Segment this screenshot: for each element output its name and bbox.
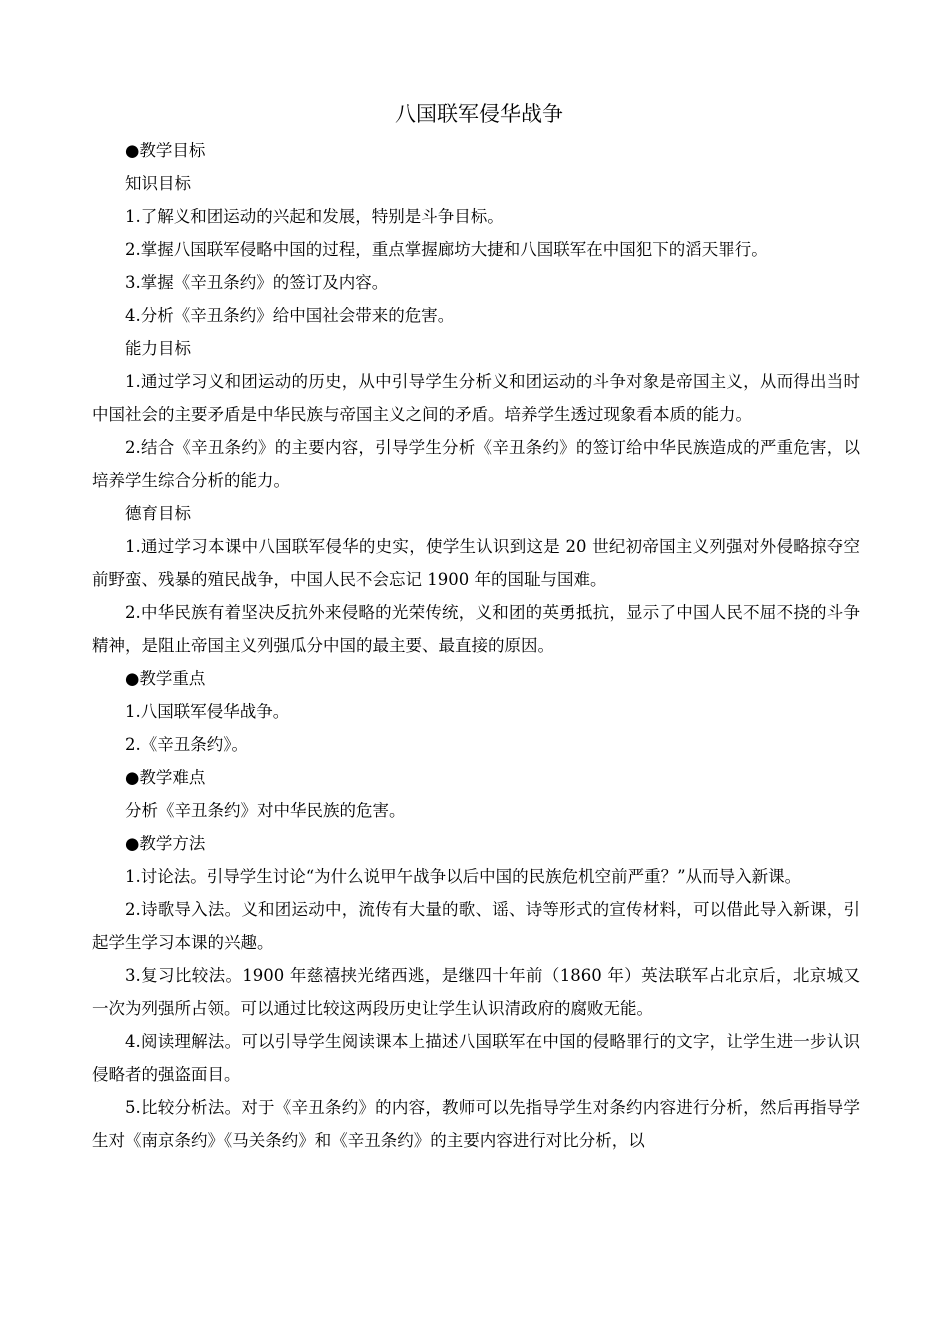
key-point-item: 1.八国联军侵华战争。	[125, 702, 290, 721]
methods-heading: ●教学方法	[125, 834, 206, 853]
knowledge-item: 3.掌握《辛丑条约》的签订及内容。	[125, 273, 389, 292]
moral-item: 2.中华民族有着坚决反抗外来侵略的光荣传统，义和团的英勇抵抗，显示了中国人民不屈不挠的斗争精神，是阻止帝国主义列强瓜分中国的最主要、最直接的原因。	[92, 603, 860, 655]
ability-heading: 能力目标	[125, 339, 191, 358]
knowledge-item: 2.掌握八国联军侵略中国的过程，重点掌握廊坊大捷和八国联军在中国犯下的滔天罪行。	[125, 240, 768, 259]
moral-heading: 德育目标	[125, 504, 191, 523]
method-item: 1.讨论法。引导学生讨论“为什么说甲午战争以后中国的民族危机空前严重？”从而导入新课。	[125, 867, 802, 886]
ability-item: 2.结合《辛丑条约》的主要内容，引导学生分析《辛丑条约》的签订给中华民族造成的严重危害，以培养学生综合分析的能力。	[92, 438, 860, 490]
knowledge-item: 1.了解义和团运动的兴起和发展，特别是斗争目标。	[125, 207, 504, 226]
knowledge-item: 4.分析《辛丑条约》给中国社会带来的危害。	[125, 306, 455, 325]
moral-item: 1.通过学习本课中八国联军侵华的史实，使学生认识到这是 20 世纪初帝国主义列强对外侵略掠夺空前野蛮、残暴的殖民战争，中国人民不会忘记 1900 年的国耻与国难。	[92, 537, 860, 589]
method-item: 4.阅读理解法。可以引导学生阅读课本上描述八国联军在中国的侵略罪行的文字，让学生进一步认识侵略者的强盗面目。	[92, 1032, 860, 1084]
document-page	[92, 94, 860, 1157]
document-title: 八国联军侵华战争	[395, 102, 563, 126]
difficulty-heading: ●教学难点	[125, 768, 206, 787]
objectives-heading: ●教学目标	[125, 141, 206, 160]
knowledge-heading: 知识目标	[125, 174, 191, 193]
method-item: 3.复习比较法。1900 年慈禧挟光绪西逃，是继四十年前（1860 年）英法联军占北京后，北京城又一次为列强所占领。可以通过比较这两段历史让学生认识清政府的腐败无能。	[92, 966, 860, 1018]
difficulty-text: 分析《辛丑条约》对中华民族的危害。	[125, 801, 406, 820]
key-point-item: 2.《辛丑条约》。	[125, 735, 248, 754]
method-item: 5.比较分析法。对于《辛丑条约》的内容，教师可以先指导学生对条约内容进行分析，然后再指导学生对《南京条约》《马关条约》和《辛丑条约》的主要内容进行对比分析，以	[92, 1098, 860, 1150]
key-points-heading: ●教学重点	[125, 669, 206, 688]
ability-item: 1.通过学习义和团运动的历史，从中引导学生分析义和团运动的斗争对象是帝国主义，从而得出当时中国社会的主要矛盾是中华民族与帝国主义之间的矛盾。培养学生透过现象看本质的能力。	[92, 372, 860, 424]
method-item: 2.诗歌导入法。义和团运动中，流传有大量的歌、谣、诗等形式的宣传材料，可以借此导入新课，引起学生学习本课的兴趣。	[92, 900, 860, 952]
